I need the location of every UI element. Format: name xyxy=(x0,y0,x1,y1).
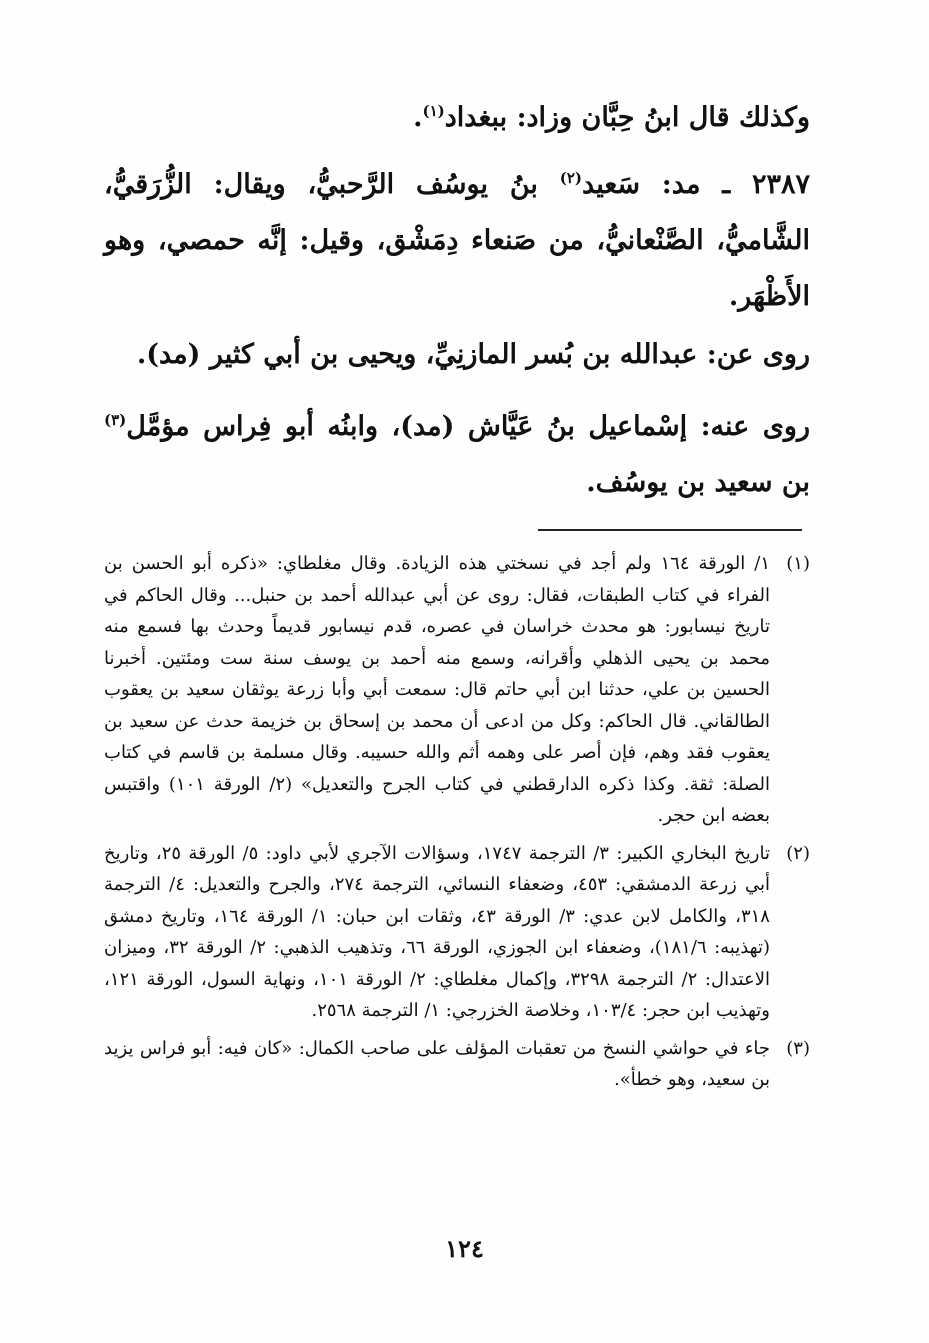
footnote-3 xyxy=(104,1033,810,1096)
narrated-from-text: روى عن: عبدالله بن بُسر المازنِيِّ، ويحيى بن أبي كثير (مد). xyxy=(136,339,810,370)
page-number: ١٢٤ xyxy=(445,1234,484,1263)
footnote-1 xyxy=(104,548,810,832)
entry-2387 xyxy=(104,150,810,325)
footnote-ref-2: (٢) xyxy=(559,169,583,187)
footnote-text: تاريخ البخاري الكبير: ٣/ الترجمة ١٧٤٧، وسؤالات الآجري لأبي داود: ٥/ الورقة ٢٥، وتاريخ أبي زرعة الدمشقي: ٤٥٣، وضعفاء النسائي، الترجمة ٢٧٤، والجرح والتعديل: ٤/ الترجمة ٣١٨، والكامل لابن عدي: ٣/ الورقة ٤٣، وثقات ابن حبان: ١/ الورقة ١٦٤، وتاريخ دمشق (تهذيبه: ١٨١/٦)، وضعفاء ابن الجوزي، الورقة ٦٦، وتذهيب الذهبي: ٢/ الورقة ٣٢، وميزان الاعتدال: ٢/ الترجمة ٣٢٩٨، وإكمال مغلطاي: ٢/ الورقة ١٠١، ونهاية السول، الورقة ١٢١، وتهذيب ابن حجر: ١٠٣/٤، وخلاصة الخزرجي: ١/ الترجمة ٢٥٦٨. xyxy=(104,842,771,1021)
footnote-ref-1: (١) xyxy=(422,102,445,120)
footnote-2 xyxy=(104,838,810,1027)
entry-heading: ٢٣٨٧ ـ مد: سَعيد xyxy=(582,169,810,200)
narrated-by-end: بن سعيد بن يوسُف. xyxy=(586,467,810,498)
footnote-text: جاء في حواشي النسخ من تعقبات المؤلف على صاحب الكمال: «كان فيه: أبو فراس يزيد بن سعيد، وهو خطأ». xyxy=(104,1037,770,1090)
paragraph-text: وكذلك قال ابنُ حِبَّان وزاد: ببغداد xyxy=(444,102,810,133)
entry-text: بنُ يوسُف الرَّحبيُّ، ويقال: الزُّرَقيُّ، الشَّاميُّ، الصَّنْعانيُّ، من صَنعاء دِمَشْق، وقيل: إنَّه حمصي، وهو الأَظْهَر. xyxy=(104,169,810,312)
footnote-number: (٢) xyxy=(786,842,810,864)
narrated-by xyxy=(104,392,810,511)
footnote-ref-3: (٣) xyxy=(104,411,127,429)
footnote-number: (١) xyxy=(786,553,810,574)
footnotes xyxy=(104,548,810,1102)
footnote-text: ١/ الورقة ١٦٤ ولم أجد في نسختي هذه الزيادة. وقال مغلطاي: «ذكره أبو الحسن بن الفراء في كتاب الطبقات، فقال: روى عن أبي عبدالله أحمد بن حنبل... وقال الحاكم في تاريخ نيسابور: هو محدث خراسان في عصره، قدم نيسابور قديماً وحدث بها فسمع منه محمد بن يحيى الذهلي وأقرانه، وسمع منه أحمد بن يوسف سنة ست ومئتين. أخبرنا الحسين بن علي، حدثنا ابن أبي حاتم قال: سمعت أبي وأبا زرعة يوثقان سعيد بن يعقوب الطالقاني. قال الحاكم: وكل من ادعى أن محمد بن إسحاق بن خزيمة حدث عن سعيد بن يعقوب فقد وهم، فإن أصر على وهمه أثم والله حسيبه. وقال مسلمة بن قاسم في كتاب الصلة: ثقة. وكذا ذكره الدارقطني في كتاب الجرح والتعديل» (٢/ الورقة ١٠١) واقتبس بعضه ابن حجر. xyxy=(104,553,770,826)
footnote-number: (٣) xyxy=(786,1037,810,1059)
narrated-by-text: روى عنه: إسْماعيل بنُ عَيَّاش (مد)، وابنُه أبو فِراس مؤمَّل xyxy=(126,411,810,442)
narrated-from xyxy=(104,330,810,380)
footnote-divider xyxy=(538,529,802,531)
paragraph-ibn-hibban xyxy=(104,86,810,143)
paragraph-end: . xyxy=(413,102,423,133)
